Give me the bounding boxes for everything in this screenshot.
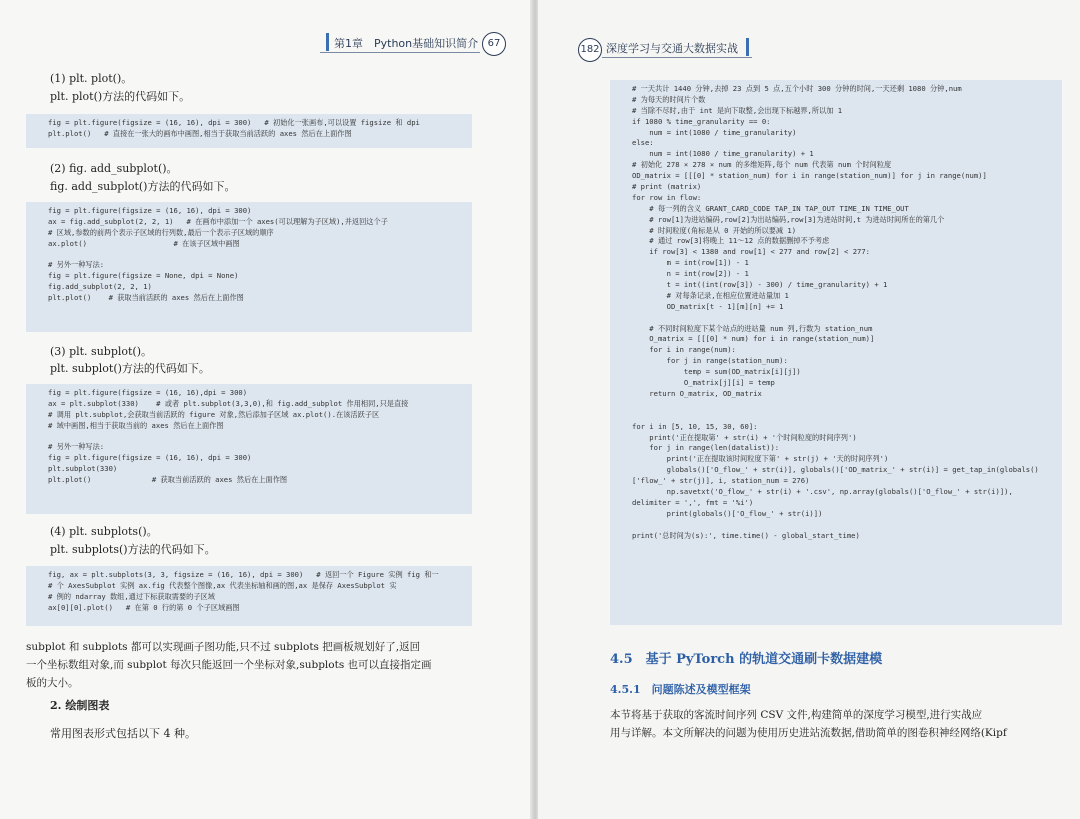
code-line: # 域中画图,相当于获取当前的 axes 然后在上面作图 [48, 420, 224, 430]
code-line: globals()['O_flow_' + str(i)], globals()['OD_matrix_' + str(i)] = get_tap_in(globals() [632, 465, 1039, 475]
item3-intro: plt. subplot()方法的代码如下。 [50, 362, 210, 375]
code-line: ax[0][0].plot() # 在第 0 行的第 0 个子区域画图 [48, 602, 240, 612]
code-line: fig = plt.figure(figsize = None, dpi = None) [48, 271, 239, 281]
section2-text: 常用图表形式包括以下 4 种。 [50, 727, 196, 740]
code-line: n = int(row[2]) - 1 [632, 269, 749, 279]
item2-intro: fig. add_subplot()方法的代码如下。 [50, 180, 236, 193]
header-accent-bar [326, 33, 329, 51]
code-line: print('正在提取第' + str(i) + '个时间粒度的时间序列') [632, 432, 857, 442]
code-line: delimiter = ',', fmt = '%i') [632, 497, 754, 507]
header-rule [602, 57, 752, 58]
code-line [632, 520, 1062, 531]
code-line: fig = plt.figure(figsize = (16, 16),dpi = 300) [48, 388, 248, 397]
section2-heading: 2. 绘制图表 [50, 699, 110, 712]
code-line [632, 313, 1062, 324]
right-page [538, 0, 1080, 819]
header-accent-bar [746, 38, 749, 56]
code-line: for row in flow: [632, 192, 702, 202]
code-line: # 初始化 278 × 278 × num 的多维矩阵,每个 num 代表第 num 个时间粒度 [632, 160, 892, 170]
code-block-subplot [26, 384, 472, 514]
code-line: O_matrix[j][i] = temp [632, 378, 775, 388]
item2-heading: (2) fig. add_subplot()。 [50, 162, 178, 175]
code-line: fig = plt.figure(figsize = (16, 16), dpi = 300) [48, 206, 252, 215]
code-block-add-subplot [26, 202, 472, 332]
code-block-plot [26, 114, 472, 148]
body-paragraph [610, 706, 1062, 742]
code-line: fig = plt.figure(figsize = (16, 16), dpi = 300) # 初始化一张画布,可以设置 figsize 和 dpi [48, 118, 420, 127]
section-heading: 4.5 基于 PyTorch 的轨道交通刷卡数据建模 [610, 652, 883, 667]
code-line: # 不同时间粒度下某个站点的进站量 num 列,行数为 station_num [632, 323, 873, 333]
text-line: subplot 和 subplots 都可以实现画子图功能,只不过 subplots 把画板规划好了,返回 [26, 641, 421, 653]
code-line [48, 432, 472, 443]
code-line: # row[1]为进站编码,row[2]为出站编码,row[3]为进站时间,t 为进站时间所在的第几个 [632, 214, 945, 224]
code-line: ax = plt.subplot(330) # 或者 plt.subplot(3,3,0),和 fig.add_subplot 作用相同,只是直接 [48, 398, 409, 408]
code-line: # 个 AxesSubplot 实例 ax.fig 代表整个图像,ax 代表坐标轴和画的图,ax 是保存 AxesSubplot 实 [48, 580, 397, 590]
text-line: 一个坐标数组对象,而 subplot 每次只能返回一个坐标对象,subplots 也可以直接指定画 [26, 659, 432, 671]
code-line: plt.plot() # 获取当前活跃的 axes 然后在上面作图 [48, 293, 244, 303]
code-line: print('正在提取该时间粒度下第' + str(j) + '天的时间序列') [632, 454, 889, 464]
code-line: # print (matrix) [632, 182, 702, 192]
text-line: 板的大小。 [26, 677, 79, 689]
code-line [632, 411, 1062, 422]
code-line: # 调用 plt.subplot,会获取当前活跃的 figure 对象,然后添加子区域 ax.plot().在该活跃子区 [48, 409, 380, 419]
left-page [0, 0, 532, 819]
code-line: for i in [5, 10, 15, 30, 60]: [632, 421, 758, 431]
code-line: print('总时间为(s):', time.time() - global_start_time) [632, 530, 860, 540]
item3-heading: (3) plt. subplot()。 [50, 345, 153, 358]
code-line [48, 250, 472, 261]
code-line: O_matrix = [[[0] * num) for i in range(station_num)] [632, 334, 875, 344]
code-line: # 通过 row[3]将晚上 11～12 点的数据删掉不予考虑 [632, 236, 830, 246]
code-line: if row[3] < 1380 and row[1] < 277 and row[2] < 277: [632, 247, 870, 257]
item4-heading: (4) plt. subplots()。 [50, 525, 158, 538]
code-line: plt.subplot(330) [48, 464, 118, 474]
right-page-number: 182 [578, 38, 602, 62]
code-line: plt.plot() # 直接在一张大的画布中画图,相当于获取当前活跃的 axes 然后在上面作图 [48, 128, 352, 138]
code-line: # 另外一种写法: [48, 260, 105, 270]
code-line: if 1080 % time_granularity == 0: [632, 116, 771, 126]
code-line: temp = sum(OD_matrix[i][j]) [632, 367, 801, 377]
right-header-title: 深度学习与交通大数据实战 [606, 42, 738, 55]
code-line: print(globals()['O_flow_' + str(i)]) [632, 508, 823, 518]
item4-intro: plt. subplots()方法的代码如下。 [50, 543, 216, 556]
header-rule [320, 52, 480, 53]
text-line: 用与详解。本文所解决的问题为使用历史进站流数据,借助简单的图卷积神经网络(Kipf [610, 727, 1007, 739]
code-line: for j in range(len(datalist)): [632, 443, 780, 453]
code-block-od-matrix [610, 80, 1062, 625]
text-line: 本节将基于获取的客流时间序列 CSV 文件,构建简单的深度学习模型,进行实战应 [610, 709, 983, 721]
code-line: # 对每条记录,在相应位置进站量加 1 [632, 290, 789, 300]
code-block-subplots [26, 566, 472, 626]
code-line: ax.plot() # 在该子区域中画图 [48, 238, 240, 248]
item1-heading: (1) plt. plot()。 [50, 72, 133, 85]
code-line: # 为每天的时间片个数 [632, 94, 706, 104]
code-line: for j in range(station_num): [632, 356, 788, 366]
subsection-heading: 4.5.1 问题陈述及模型框架 [610, 683, 751, 696]
code-line: fig = plt.figure(figsize = (16, 16), dpi = 300) [48, 453, 252, 463]
code-line: np.savetxt('O_flow_' + str(i) + '.csv', np.array(globals()['O_flow_' + str(i)]), [632, 486, 1013, 496]
code-line: ['flow_' + str(j)], i, station_num = 276) [632, 476, 810, 486]
code-line: ax = fig.add_subplot(2, 2, 1) # 在画布中添加一个 axes(可以理解为子区域),并返回这个子 [48, 216, 388, 226]
left-page-number: 67 [482, 32, 506, 56]
code-line: num = int(1080 / time_granularity) + 1 [632, 149, 814, 159]
item1-intro: plt. plot()方法的代码如下。 [50, 90, 191, 103]
code-line: OD_matrix = [[[0] * station_num) for i in range(station_num)] for j in range(num)] [632, 171, 987, 181]
code-line: # 另外一种写法: [48, 442, 105, 452]
code-line: # 当除不尽时,由于 int 是向下取整,会出现下标越界,所以加 1 [632, 105, 843, 115]
code-line: plt.plot() # 获取当前活跃的 axes 然后在上面作图 [48, 475, 288, 485]
code-line: # 一天共计 1440 分钟,去掉 23 点到 5 点,五个小时 300 分钟的时间,一天还剩 1080 分钟,num [632, 84, 962, 93]
code-line: # 每一列的含义 GRANT_CARD_CODE TAP_IN TAP_OUT TIME_IN TIME_OUT [632, 203, 909, 213]
code-line: for i in range(num): [632, 345, 736, 355]
code-line: num = int(1080 / time_granularity) [632, 127, 797, 137]
code-line: fig.add_subplot(2, 2, 1) [48, 282, 152, 292]
code-line: else: [632, 138, 654, 148]
code-line: m = int(row[1]) - 1 [632, 258, 749, 268]
code-line: return O_matrix, OD_matrix [632, 388, 762, 398]
code-line: fig, ax = plt.subplots(3, 3, figsize = (16, 16), dpi = 300) # 返回一个 Figure 实例 fig 和一 [48, 570, 439, 579]
code-line: # 例的 ndarray 数组,通过下标获取需要的子区域 [48, 591, 215, 601]
code-line: OD_matrix[t - 1][m][n] += 1 [632, 301, 784, 311]
code-line: t = int((int(row[3]) - 300) / time_granularity) + 1 [632, 280, 888, 290]
summary-paragraph [26, 638, 476, 692]
left-header-title: 第1章 Python基础知识简介 [334, 37, 479, 50]
code-line: # 区域,参数的前两个表示子区域的行列数,最后一个表示子区域的顺序 [48, 227, 274, 237]
code-line [632, 400, 1062, 411]
code-line: # 时间粒度(角标是从 0 开始的所以要减 1) [632, 225, 797, 235]
